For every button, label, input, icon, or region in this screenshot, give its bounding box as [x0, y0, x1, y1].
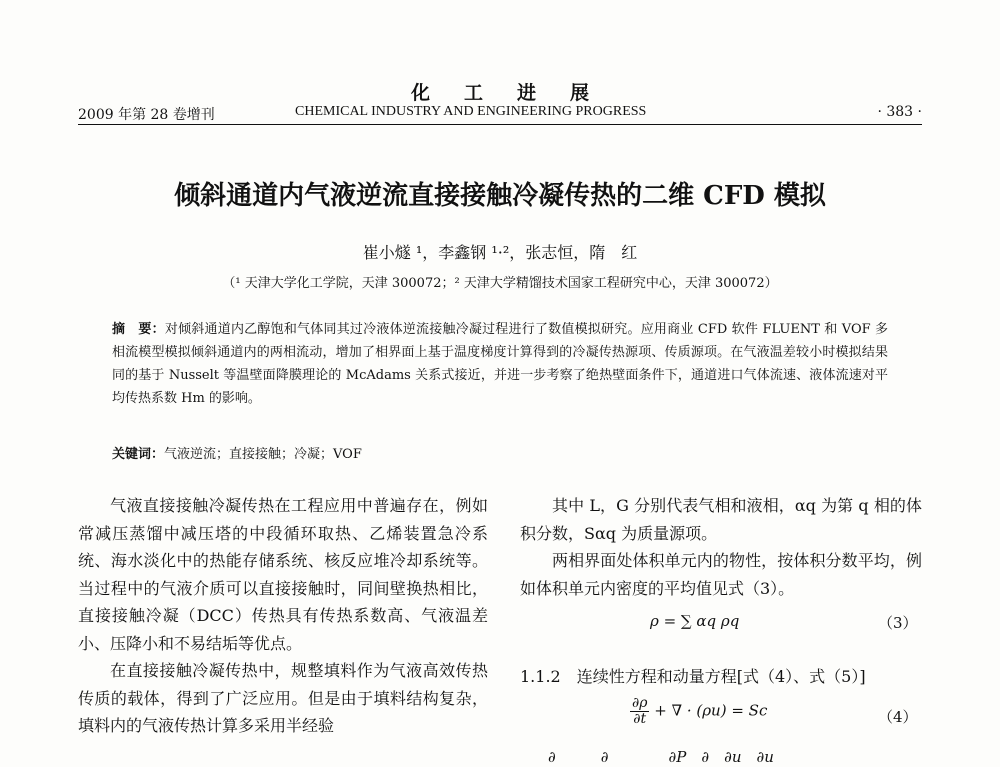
- paragraph: 其中 L，G 分别代表气相和液相，αq 为第 q 相的体积分数，Sαq 为质量源项。: [520, 496, 922, 543]
- header-rule: [78, 124, 922, 125]
- affiliations: （¹ 天津大学化工学院，天津 300072；² 天津大学精馏技术国家工程研究中心，天津 300072）: [222, 276, 778, 291]
- equation-3: ρ = ∑ αq ρq: [650, 612, 740, 630]
- equation-4-fraction: $\frac{\partial\rho}{\partial t}$: [632, 695, 648, 727]
- abstract-text: 对倾斜通道内乙醇饱和气体同其过冷液体逆流接触冷凝过程进行了数值模拟研究。应用商业 CFD 软件 FLUENT 和 VOF 多相流模型模拟倾斜通道内的两相流动，增加了相界面上基于温度梯度计算得到的冷凝传热源项、传质源项。在气液温差较小时模拟结果同的基于 Nusselt 等温壁面降膜理论的 McAdams 关系式接近，并进一步考察了绝热壁面条件下，通道进口气体流速、液体流速对平均传热系数 Hm 的影响。: [112, 322, 888, 406]
- issue-info: 2009 年第 28 卷增刊: [78, 107, 215, 123]
- paragraph: 两相界面处体积单元内的物性，按体积分数平均，例如体积单元内密度的平均值见式（3）。: [520, 551, 922, 598]
- section-heading: 1.1.2 连续性方程和动量方程[式（4）、式（5）]: [520, 667, 866, 686]
- journal-title-cn: 化工进展: [410, 82, 623, 104]
- equation-4: [630, 696, 767, 727]
- journal-title-en: CHEMICAL INDUSTRY AND ENGINEERING PROGRESS: [295, 104, 647, 119]
- keywords: [112, 443, 362, 462]
- keywords-text: 气液逆流；直接接触；冷凝；VOF: [164, 447, 362, 462]
- equation-4-number: （4）: [878, 708, 918, 726]
- paragraph: 气液直接接触冷凝传热在工程应用中普遍存在，例如常减压蒸馏中减压塔的中段循环取热、乙烯装置急冷系统、海水淡化中的热能存储系统、核反应堆冷却系统等。当过程中的气液介质可以直接接触时，同间壁换热相比，直接接触冷凝（DCC）传热具有传热系数高、气液温差小、压降小和不易结垢等优点。: [78, 496, 488, 653]
- article-title: 倾斜通道内气液逆流直接接触冷凝传热的二维 CFD 模拟: [174, 181, 826, 211]
- page-number: · 383 ·: [877, 104, 922, 120]
- equation-4-rhs: + ∇ · (ρu) = Sc: [654, 701, 768, 720]
- paragraph: 在直接接触冷凝传热中，规整填料作为气液高效传热传质的载体，得到了广泛应用。但是由于填料结构复杂，填料内的气液传热计算多采用半经验: [78, 661, 488, 735]
- equation-3-number: （3）: [878, 614, 918, 632]
- left-column: [78, 492, 488, 740]
- authors: 崔小燧 ¹，李鑫钢 ¹·²，张志恒，隋 红: [362, 243, 638, 262]
- equation-5-fragment: ∂ ∂ ∂P ∂ ∂u ∂u: [548, 748, 774, 766]
- right-column: [520, 492, 922, 602]
- abstract-label: 摘 要：: [112, 322, 165, 337]
- keywords-label: 关键词：: [112, 447, 165, 462]
- abstract: [112, 318, 888, 410]
